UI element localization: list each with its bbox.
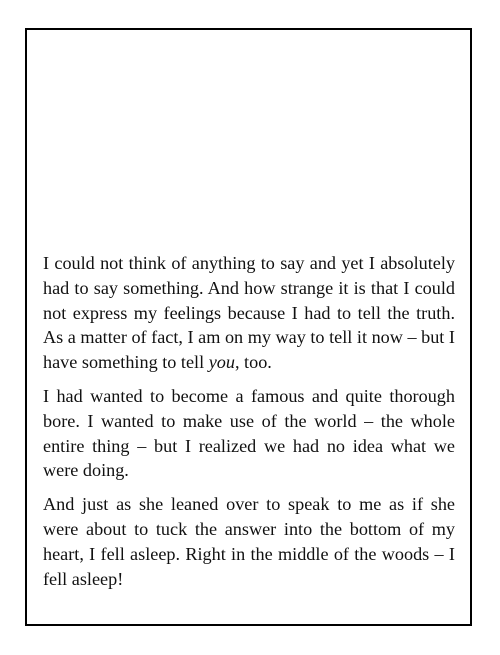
paragraph-1-text: I could not think of anything to say and yet I absolutely had to say something. And how strange it is that I could not express my feelings because I had to tell the truth. As a matter of fact, I am on my way to tell it now – but I have something to tell	[43, 253, 455, 373]
paragraph-1-ending: , too.	[234, 352, 272, 373]
paragraph-3: And just as she leaned over to speak to me as if she were about to tuck the answer into the bottom of my heart, I fell asleep. Right in the middle of the woods – I fell asleep!	[43, 494, 455, 589]
paragraph-1	[43, 251, 455, 375]
body-text	[43, 251, 455, 591]
emphasized-word: you	[208, 352, 235, 373]
paragraph-2: I had wanted to become a famous and quite thorough bore. I wanted to make use of the world – the whole entire thing – but I realized we had no idea what we were doing.	[43, 385, 455, 481]
page-frame	[25, 28, 472, 626]
